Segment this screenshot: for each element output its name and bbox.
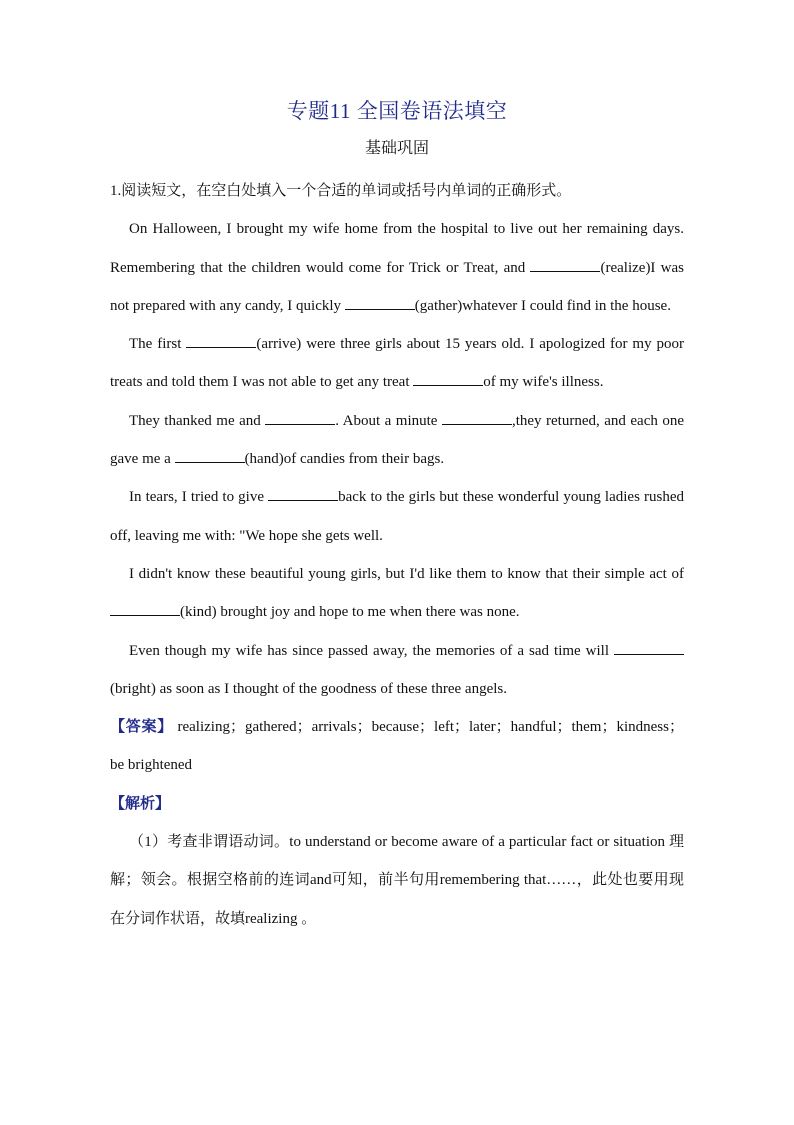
blank-8 (268, 486, 338, 501)
answer-text: realizing；gathered；arrivals；because；left；later；handful；them；kindness；be brightened (110, 719, 684, 774)
p3-text-d: (hand)of candies from their bags. (244, 451, 445, 468)
p5-text-b: (kind) brought joy and hope to me when there was none. (180, 604, 520, 621)
question-instruction: 1.阅读短文，在空白处填入一个合适的单词或括号内单词的正确形式。 (110, 183, 572, 199)
blank-9 (110, 601, 180, 616)
p6-text-b: (bright) as soon as I thought of the goodness of these three angels. (110, 680, 507, 697)
answer-section (110, 708, 684, 785)
blank-4 (413, 371, 483, 386)
passage-paragraph-2 (110, 325, 684, 402)
blank-3 (186, 333, 256, 348)
p3-text-a: They thanked me and (129, 412, 266, 429)
p4-text-a: In tears, I tried to give (129, 489, 269, 506)
p4-text-b: back to the girls but these wonderful young ladies rushed off, leaving me with: "We hope she gets well. (110, 489, 684, 544)
answer-label: 【答案】 (110, 719, 173, 736)
p2-text-b: (arrive) were three girls about 15 years old. I apologized for my poor treats and told them I was not able to get any treat (110, 336, 684, 391)
passage-paragraph-5 (110, 555, 684, 632)
p2-text-c: of my wife's illness. (483, 374, 604, 391)
passage-paragraph-4 (110, 478, 684, 555)
document-body (110, 172, 684, 938)
p1-text-c: (gather)whatever I could find in the house. (414, 297, 671, 314)
blank-5 (265, 410, 335, 425)
blank-6 (442, 410, 512, 425)
passage-paragraph-1 (110, 210, 684, 325)
p3-text-b: . About a minute (335, 412, 442, 429)
p1-text-a: On Halloween, I brought my wife home from the hospital to live out her remaining days. Remembering that the children would come for Trick or Treat, and (110, 221, 684, 276)
p1-text-b: (realize)I was not prepared with any candy, I quickly (110, 259, 684, 314)
analysis-text: （1）考查非谓语动词。to understand or become aware of a particular fact or situation 理解；领会。根据空格前的连词and可知，前半句用remembering that……，此处也要用现在分词作状语，故填realizing 。 (110, 834, 684, 927)
p6-text-a: Even though my wife has since passed away, the memories of a sad time will (129, 642, 614, 659)
passage-paragraph-3 (110, 402, 684, 479)
section-subtitle: 基础巩固 (364, 140, 429, 157)
blank-2 (345, 295, 415, 310)
page-title: 专题11 全国卷语法填空 (286, 99, 508, 123)
blank-10 (614, 640, 684, 655)
blank-1 (530, 257, 600, 272)
blank-7 (175, 448, 245, 463)
analysis-label: 【解析】 (110, 795, 171, 812)
p3-text-c: ,they returned, and each one gave me a (110, 412, 684, 468)
passage-paragraph-6 (110, 632, 684, 709)
analysis-label-line (110, 785, 684, 823)
p2-text-a: The first (129, 336, 187, 353)
p5-text-a: I didn't know these beautiful young girls, but I'd like them to know that their simple act of (129, 565, 684, 582)
